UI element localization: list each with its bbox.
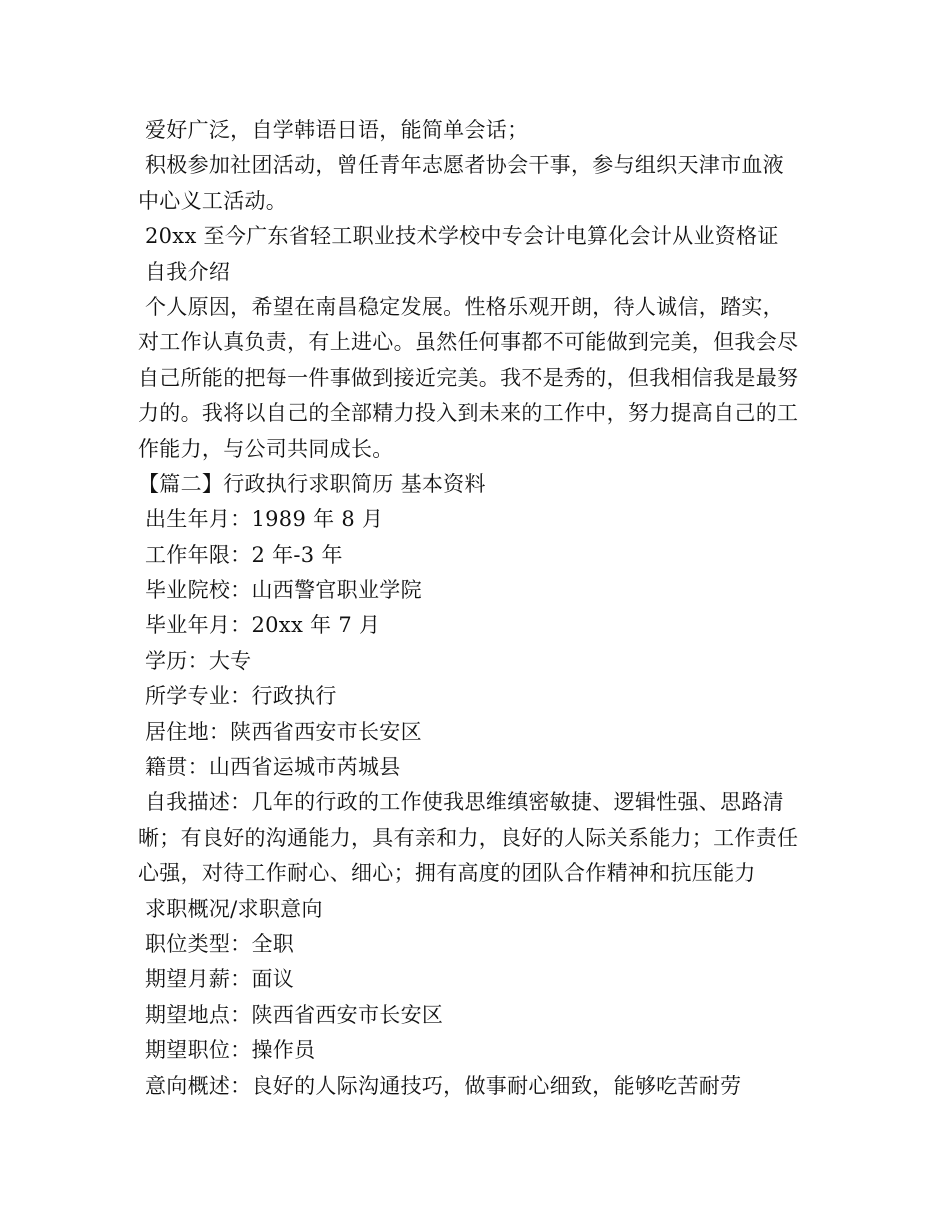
text-line: 居住地：陕西省西安市长安区 xyxy=(138,719,422,744)
text-line: 期望职位：操作员 xyxy=(138,1038,316,1063)
text-line: 积极参加社团活动，曾任青年志愿者协会干事，参与组织天津市血液 xyxy=(138,153,784,178)
text-line: 所学专业：行政执行 xyxy=(138,684,337,709)
text-line: 学历：大专 xyxy=(138,648,252,673)
text-line: 晰；有良好的沟通能力，具有亲和力，良好的人际关系能力；工作责任 xyxy=(138,825,799,850)
text-line: 自我描述：几年的行政的工作使我思维缜密敏捷、逻辑性强、思路清 xyxy=(138,790,784,815)
text-line: 20xx 至今广东省轻工职业技术学校中专会计电算化会计从业资格证 xyxy=(138,224,779,249)
text-line: 自己所能的把每一件事做到接近完美。我不是秀的，但我相信我是最努 xyxy=(138,365,799,390)
section-heading: 求职概况/求职意向 xyxy=(138,896,323,921)
text-line: 毕业院校：山西警官职业学院 xyxy=(138,578,422,603)
text-line: 职位类型：全职 xyxy=(138,931,295,956)
text-line: 对工作认真负责，有上进心。虽然任何事都不可能做到完美，但我会尽 xyxy=(138,330,799,355)
text-line: 心强，对待工作耐心、细心；拥有高度的团队合作精神和抗压能力 xyxy=(138,861,756,886)
text-line: 作能力，与公司共同成长。 xyxy=(138,436,394,461)
text-line: 毕业年月：20xx 年 7 月 xyxy=(138,613,381,638)
section-heading: 【篇二】行政执行求职简历 基本资料 xyxy=(138,471,486,496)
text-line: 力的。我将以自己的全部精力投入到未来的工作中，努力提高自己的工 xyxy=(138,401,799,426)
text-line: 爱好广泛，自学韩语日语，能简单会话； xyxy=(138,118,529,142)
text-line: 意向概述：良好的人际沟通技巧，做事耐心细致，能够吃苦耐劳 xyxy=(138,1073,742,1098)
text-line: 期望月薪：面议 xyxy=(138,967,295,992)
text-line: 出生年月：1989 年 8 月 xyxy=(138,507,384,532)
text-line: 中心义工活动。 xyxy=(138,188,288,213)
text-line: 个人原因，希望在南昌稳定发展。性格乐观开朗，待人诚信，踏实， xyxy=(138,294,784,319)
section-heading: 自我介绍 xyxy=(138,259,231,284)
text-line: 工作年限：2 年-3 年 xyxy=(138,542,343,567)
text-line: 期望地点：陕西省西安市长安区 xyxy=(138,1002,444,1027)
document-body xyxy=(138,113,818,1104)
text-line: 籍贯：山西省运城市芮城县 xyxy=(138,755,401,780)
